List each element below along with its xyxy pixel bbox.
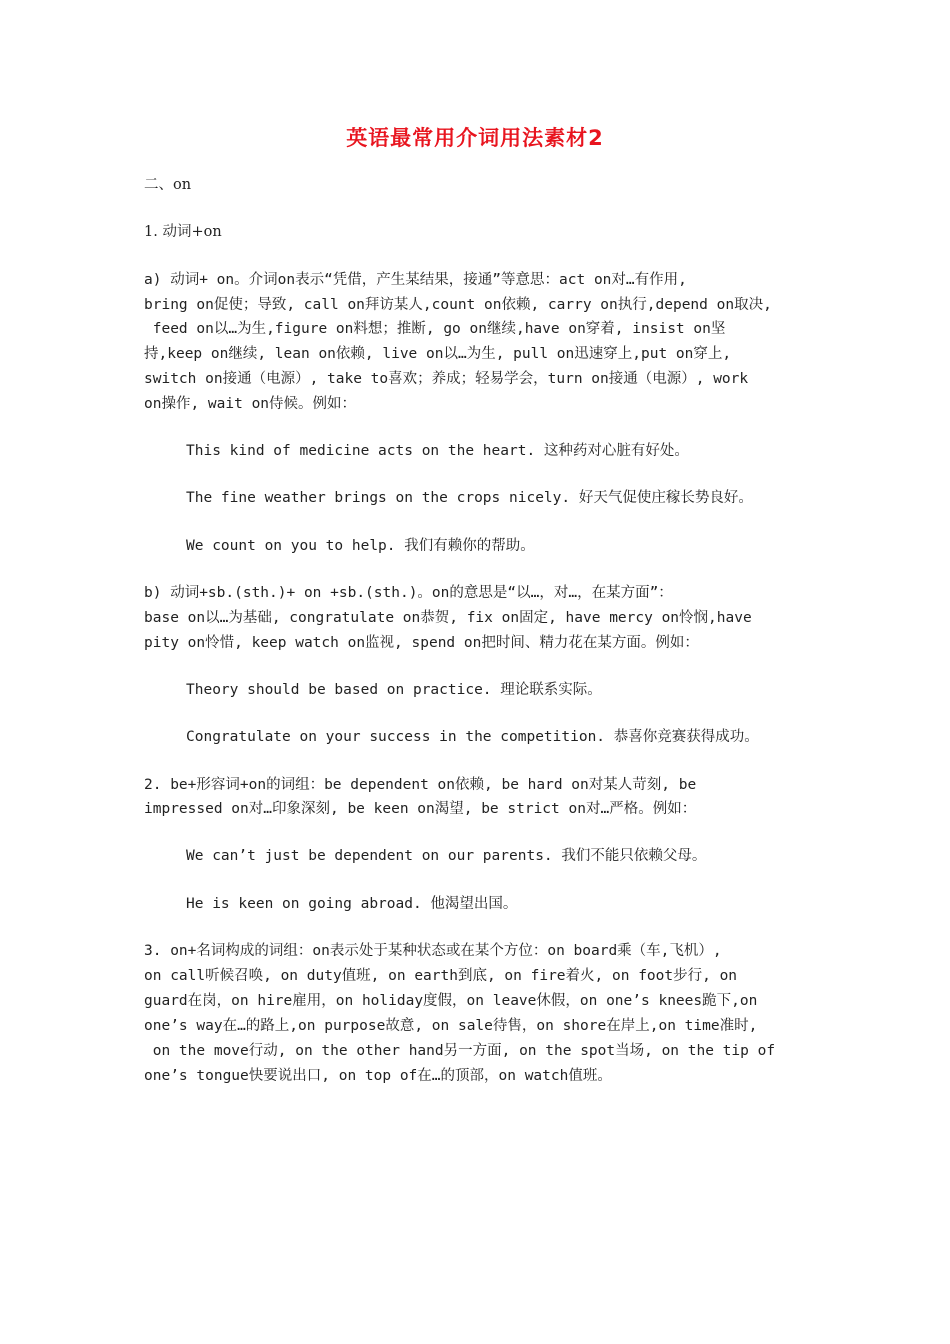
example-sentence: We can’t just be dependent on our parents. 我们不能只依赖父母。 [186,848,707,864]
paragraph-line: one’s tongue快要说出口, on top of在…的顶部，on watch值班。 [144,1068,612,1084]
example-sentence: He is keen on going abroad. 他渴望出国。 [186,896,518,912]
section-heading: 二、on [144,177,192,193]
paragraph-line: bring on促使；导致, call on拜访某人,count on依赖, carry on执行,depend on取决, [144,297,772,313]
paragraph-line: b) 动词+sb.(sth.)+ on +sb.(sth.)。on的意思是“以…，对…，在某方面”： [144,585,673,601]
example-sentence: We count on you to help. 我们有赖你的帮助。 [186,538,535,554]
paragraph-line: impressed on对…印象深刻, be keen on渴望, be strict on对…严格。例如： [144,801,697,817]
paragraph-line: 3. on+名词构成的词组：on表示处于某种状态或在某个方位：on board乘（车,飞机）, [144,943,722,959]
paragraph-line: one’s way在…的路上,on purpose故意, on sale待售，on shore在岸上,on time准时, [144,1018,758,1034]
paragraph-line: switch on接通（电源）, take to喜欢；养成；轻易学会，turn on接通（电源）, work [144,371,749,387]
subsection-heading: 1. 动词+on [144,224,222,240]
example-sentence: This kind of medicine acts on the heart. 这种药对心脏有好处。 [186,443,689,459]
example-sentence: Theory should be based on practice. 理论联系实际。 [186,682,602,698]
paragraph-line: a) 动词+ on。介词on表示“凭借，产生某结果，接通”等意思：act on对…有作用, [144,272,687,288]
example-sentence: Congratulate on your success in the competition. 恭喜你竞赛获得成功。 [186,729,759,745]
paragraph-line: guard在岗，on hire雇用，on holiday度假，on leave休假，on one’s knees跪下,on [144,993,758,1009]
paragraph-line: on call听候召唤, on duty值班, on earth到底, on fire着火, on foot步行, on [144,968,738,984]
paragraph-line: on操作, wait on侍候。例如： [144,396,357,412]
paragraph-line: pity on怜惜, keep watch on监视, spend on把时间、精力花在某方面。例如： [144,635,699,651]
paragraph-line: on the move行动, on the other hand另一方面, on the spot当场, on the tip of [144,1043,776,1059]
document-title: 英语最常用介词用法素材2 [346,126,604,150]
paragraph-line: feed on以…为生,figure on料想；推断, go on继续,have on穿着, insist on坚 [144,321,726,337]
paragraph-line: base on以…为基础, congratulate on恭贺, fix on固定, have mercy on怜悯,have [144,610,752,626]
example-sentence: The fine weather brings on the crops nicely. 好天气促使庄稼长势良好。 [186,490,753,506]
paragraph-line: 2. be+形容词+on的词组：be dependent on依赖, be hard on对某人苛刻, be [144,777,697,793]
paragraph-line: 持,keep on继续, lean on依赖, live on以…为生, pull on迅速穿上,put on穿上, [144,346,732,362]
